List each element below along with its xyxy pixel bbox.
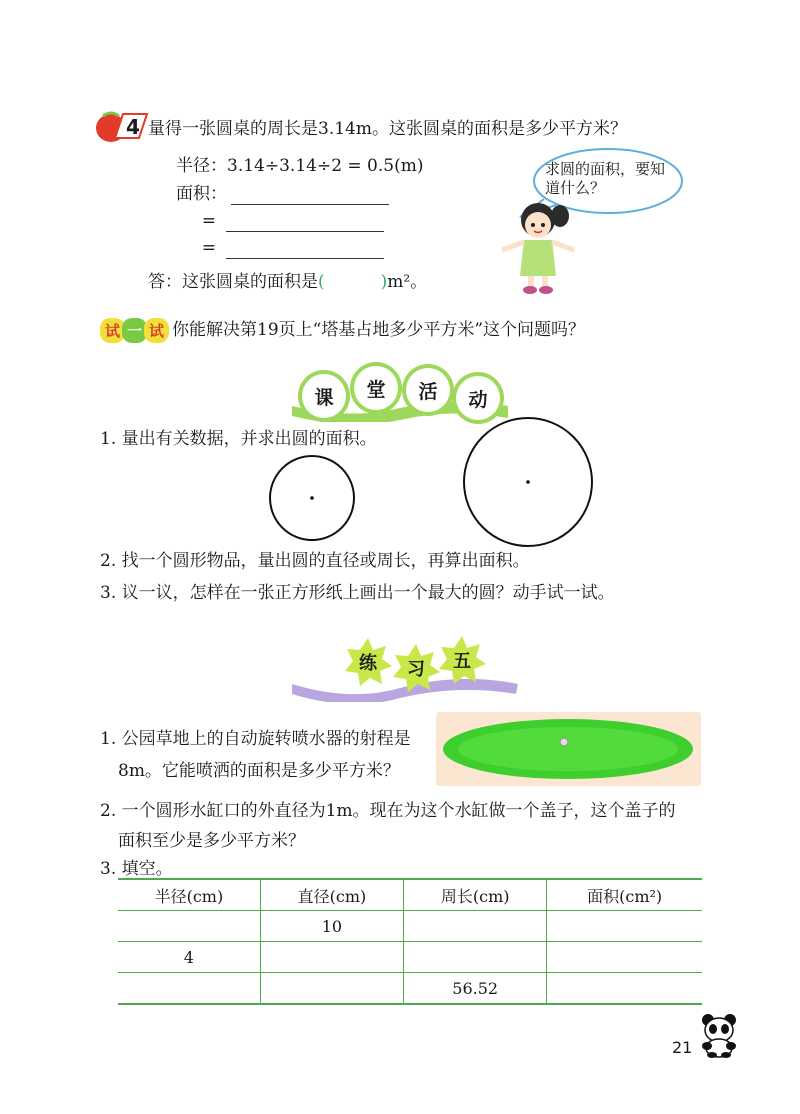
answer-blank[interactable] [231,190,389,205]
activity-title-char: 课 [302,374,346,418]
answer-prefix: 答：这张圆桌的面积是 [148,272,318,292]
exercise-title-char: 五 [453,651,471,672]
try-label-2: 一 [122,318,147,343]
area-line-1 [176,183,389,205]
small-circle [266,452,358,544]
table-cell[interactable] [547,973,702,1005]
example-question: 量得一张圆桌的周长是3.14m。这张圆桌的面积是多少平方米？ [148,119,627,139]
table-cell[interactable] [260,973,403,1005]
panda-icon [698,1012,740,1058]
paren-close: ) [380,272,388,292]
activity-item-2: 2. 找一个圆形物品，量出圆的直径或周长，再算出面积。 [100,551,530,571]
equals-sign: = [201,238,216,258]
girl-illustration [488,198,588,298]
equals-sign: = [201,211,216,231]
exercise-title-char: 习 [407,659,425,680]
table-cell[interactable] [404,911,547,942]
fill-in-table [118,878,702,1005]
table-header-cell: 周长(cm) [404,879,547,911]
area-line-2 [176,210,384,232]
table-cell[interactable] [118,911,260,942]
answer-line [148,271,427,293]
grass-lawn-image [436,712,701,786]
table-cell[interactable] [118,973,260,1005]
table-cell: 56.52 [404,973,547,1005]
exercise-banner [290,632,520,700]
table-cell[interactable] [547,911,702,942]
answer-blank[interactable] [226,217,384,232]
radius-line: 半径：3.14÷3.14÷2 = 0.5(m) [176,156,424,176]
activity-item-3: 3. 议一议，怎样在一张正方形纸上画出一个最大的圆？动手试一试。 [100,583,615,603]
circle-center-dot [526,480,530,484]
circle-center-dot [310,496,314,500]
table-cell[interactable] [404,942,547,973]
activity-title-char: 动 [456,376,500,420]
activity-title-char: 活 [406,368,450,412]
answer-unit: m²。 [387,272,428,292]
large-circle [460,414,596,550]
example-number-badge [93,108,151,144]
example-number: 4 [126,115,140,139]
try-badge [100,318,169,343]
exercise-q1-line2: 8m。它能喷洒的面积是多少平方米？ [118,761,400,781]
area-line-3 [176,237,384,259]
try-text: 你能解决第19页上“塔基占地多少平方米”这个问题吗？ [172,320,586,340]
table-cell: 10 [260,911,403,942]
table-cell: 4 [183,947,194,967]
table-header-cell: 面积(cm²) [547,879,702,911]
sprinkler-icon [560,738,568,746]
table-cell[interactable] [547,942,702,973]
answer-blank[interactable] [226,244,384,259]
exercise-q1-line1: 1. 公园草地上的自动旋转喷水器的射程是 [100,729,411,749]
exercise-title-char: 练 [359,653,377,674]
table-row [118,911,702,942]
bubble-text: 求圆的面积，要知道什么？ [545,160,666,197]
exercise-q3: 3. 填空。 [100,859,173,879]
area-label: 面积： [176,184,227,204]
exercise-q2-line2: 面积至少是多少平方米？ [118,831,305,851]
activity-title-char: 堂 [354,366,398,410]
table-cell[interactable] [260,942,403,973]
table-row [118,973,702,1005]
paren-open: ( [318,272,325,292]
page-number: 21 [672,1038,693,1057]
activity-item-1: 1. 量出有关数据，并求出圆的面积。 [100,429,377,449]
table-header-cell: 半径(cm) [154,886,224,906]
try-label-3: 试 [144,318,169,343]
exercise-q2-line1: 2. 一个圆形水缸口的外直径为1m。现在为这个水缸做一个盖子，这个盖子的 [100,801,676,821]
table-row [118,942,702,973]
table-header-cell: 直径(cm) [260,879,403,911]
table-header-row [118,879,702,911]
try-label-1: 试 [100,318,125,343]
